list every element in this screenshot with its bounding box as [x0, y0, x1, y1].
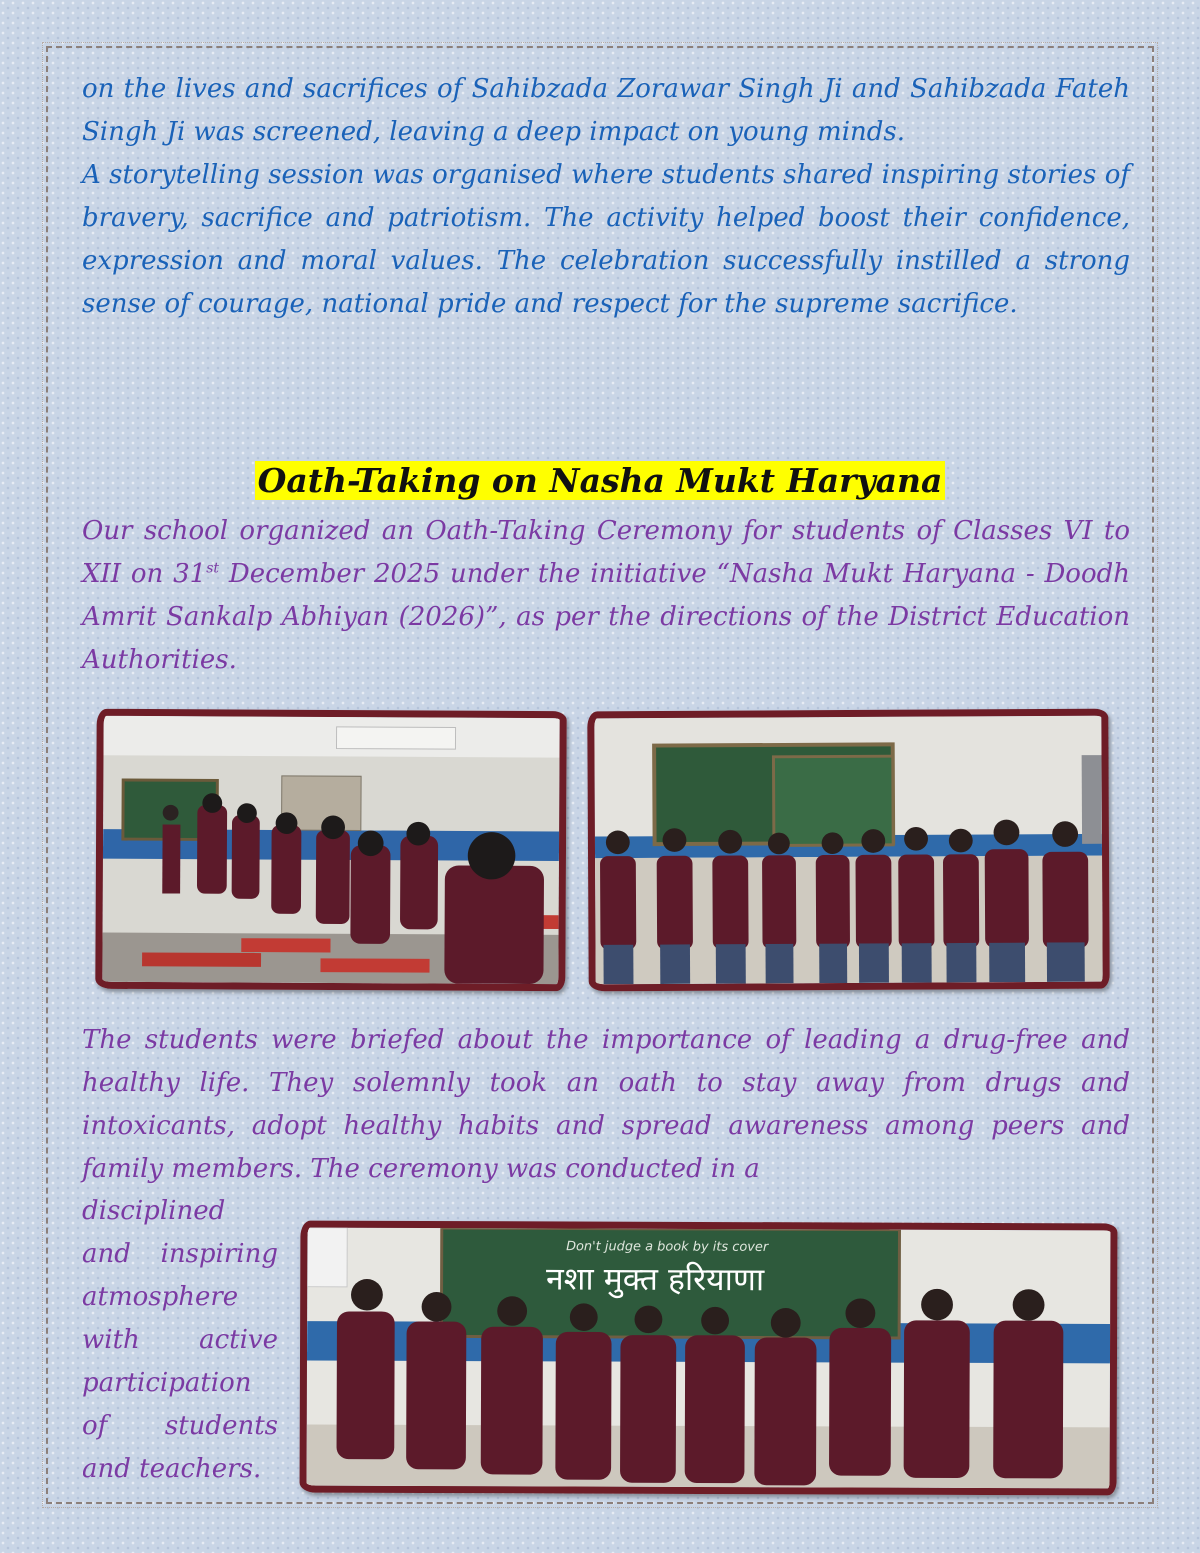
- oath-paragraph: [82, 510, 1130, 682]
- photo-girls-oath: [587, 709, 1109, 992]
- date-superscript: st: [206, 560, 220, 577]
- section-heading: [0, 458, 1200, 504]
- board-hindi-title: नशा मुक्त हरियाणा: [546, 1261, 765, 1299]
- briefing-continuation: disciplined and inspiring atmosphere with active participation of students and teachers.: [82, 1196, 278, 1484]
- classroom-oath-image: [102, 716, 559, 984]
- oath-text-before: Our school organized an Oath-Taking Ceremony for students of Classes VI to XII on 31: [82, 516, 1130, 589]
- section-heading-text: Oath-Taking on Nasha Mukt Haryana: [255, 461, 946, 500]
- intro-paragraph: [82, 68, 1130, 326]
- briefing-paragraph: The students were briefed about the importance of leading a drug-free and healthy life. They solemnly took an oath to stay away from drugs and intoxicants, adopt healthy habits and spread awareness among peers and family members. The ceremony was conducted in a: [82, 1025, 1130, 1184]
- oath-text-after: December 2025 under the initiative “Nasha Mukt Haryana - Doodh Amrit Sankalp Abhiyan (2026)”, as per the directions of the District Education Authorities.: [82, 559, 1130, 675]
- boys-oath-image: [307, 1228, 1111, 1489]
- photo-classroom-oath: [95, 709, 566, 991]
- photo-boys-oath: [300, 1221, 1118, 1496]
- storytelling-text: A storytelling session was organised where students shared inspiring stories of bravery, sacrifice and patriotism. The activity helped boost their confidence, expression and moral values. The celebration successfully instilled a strong sense of courage, national pride and respect for the supreme sacrifice.: [82, 160, 1130, 319]
- girls-oath-image: [594, 716, 1102, 985]
- intro-text: on the lives and sacrifices of Sahibzada Zorawar Singh Ji and Sahibzada Fateh Singh Ji was screened, leaving a deep impact on young minds.: [82, 74, 1130, 147]
- board-caption: Don't judge a book by its cover: [566, 1239, 769, 1255]
